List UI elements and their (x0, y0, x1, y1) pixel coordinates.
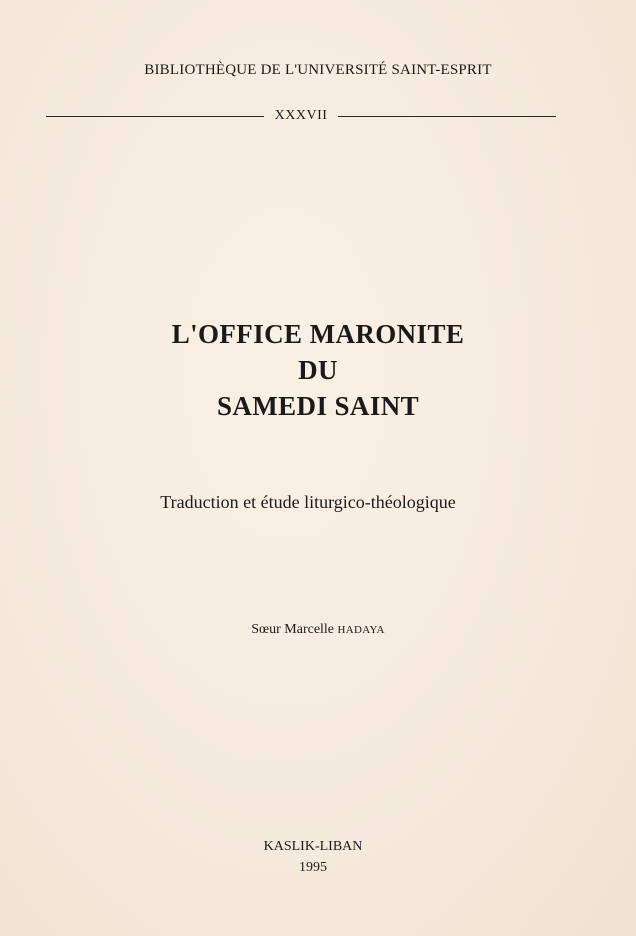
series-title: BIBLIOTHÈQUE DE L'UNIVERSITÉ SAINT-ESPRIT (144, 62, 492, 78)
author-surname: HADAYA (337, 624, 385, 636)
volume-row (46, 106, 556, 126)
publication-place: KASLIK-LIBAN (263, 839, 363, 854)
left-rule (46, 116, 264, 117)
book-title-line-1: L'OFFICE MARONITE (171, 319, 465, 349)
book-title (0, 316, 636, 424)
author-prefix: Sœur Marcelle (251, 622, 335, 637)
right-rule (338, 116, 556, 117)
book-subtitle: Traduction et étude liturgico-théologique (160, 492, 456, 512)
book-title-line-3: SAMEDI SAINT (216, 391, 420, 421)
volume-number: XXXVII (274, 108, 328, 123)
publication-year: 1995 (299, 860, 327, 875)
author (0, 622, 636, 638)
book-title-line-2: DU (298, 355, 338, 385)
imprint (0, 836, 626, 878)
